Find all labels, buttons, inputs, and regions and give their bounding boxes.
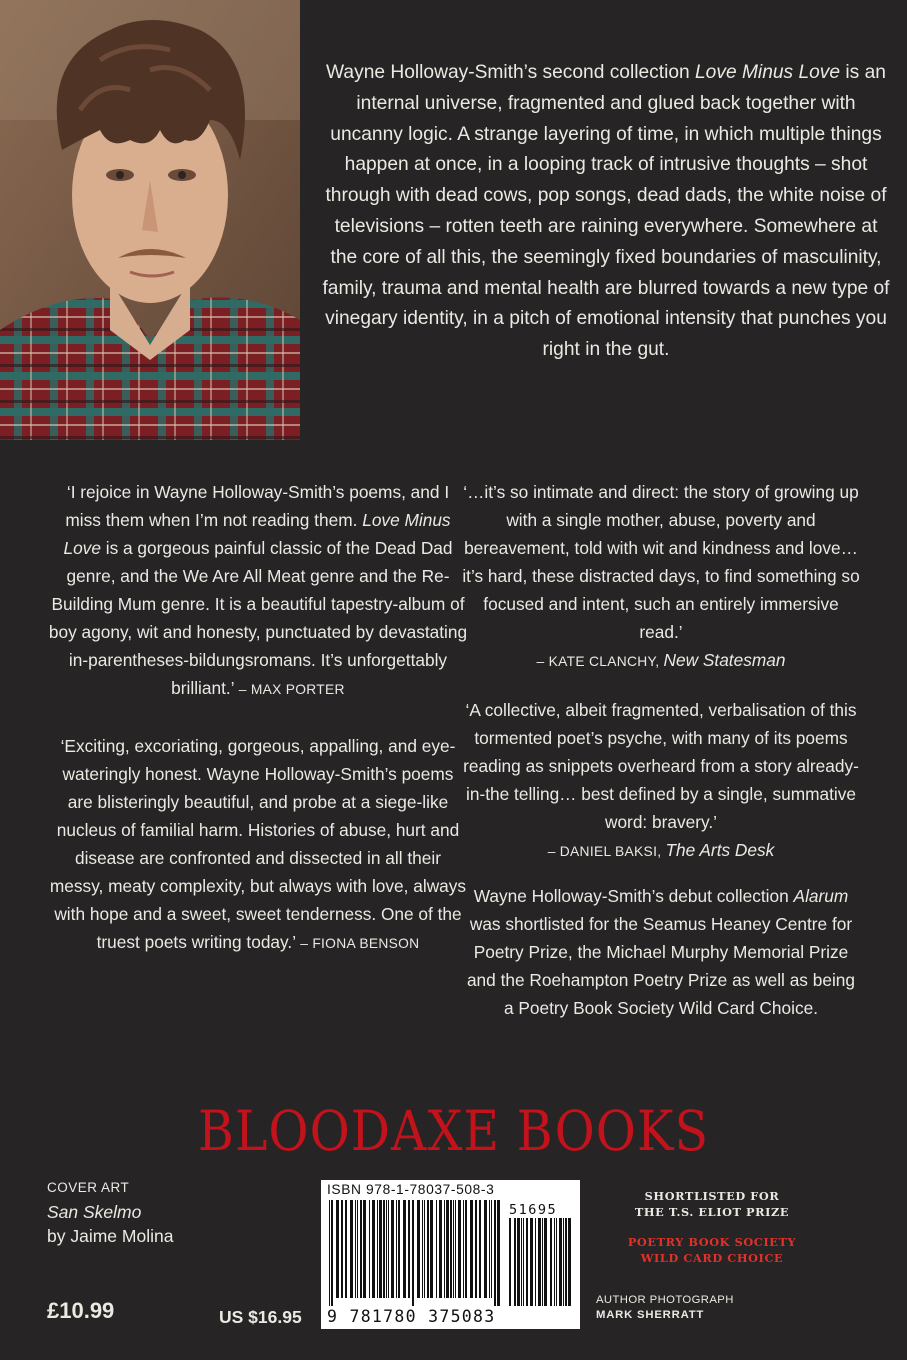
barcode-addon-bar [568, 1218, 571, 1306]
barcode-bar [424, 1200, 425, 1298]
barcode-bar [412, 1200, 414, 1306]
price-uk: £10.99 [47, 1298, 115, 1323]
photo-credit-name: MARK SHERRATT [596, 1309, 705, 1321]
barcode-bar [396, 1200, 397, 1298]
cover-art-label: COVER ART [47, 1180, 130, 1195]
barcode-bar [430, 1200, 433, 1298]
barcode-bar [379, 1200, 382, 1298]
barcode-bar [497, 1200, 500, 1306]
barcode-addon-bar [550, 1218, 552, 1306]
price-us: US $16.95 [219, 1307, 302, 1327]
isbn-number: ISBN 978-1-78037-508-3 [327, 1182, 495, 1197]
barcode-bar [475, 1200, 477, 1298]
barcode-bar [444, 1200, 445, 1298]
quote-daniel-baksi: ‘A collective, albeit fragmented, verbalisation of this tormented poet’s psyche, with many of its poems reading as snippets overheard from a story already-in-the telling… best defined by a single, summative word: bravery.’ – DANIEL BAKSI, The Arts Desk [460, 696, 862, 866]
quote-max-porter: ‘I rejoice in Wayne Holloway-Smith’s poems, and I miss them when I’m not reading them. Love Minus Love is a gorgeous painful classic of the Dead Dad genre, and the We Are All Meat genre and the Re-Building Mum genre. It is a beautiful tapestry-album of boy agony, wit and honesty, punctuated by devastating in-parentheses-bildungsromans. It’s unforgettably brilliant.’ – MAX PORTER [48, 482, 468, 698]
quote-fiona-benson: ‘Exciting, excoriating, gorgeous, appalling, and eye-wateringly honest. Wayne Holloway-Smith’s poems are blisteringly beautiful, and probe at a siege-like nucleus of familial harm. Histories of abuse, hurt and disease are confronted and dissected in all their messy, meaty complexity, but always with love, always with hope and a sweet, sweet tenderness. One of the truest poets writing today.’ – FIONA BENSON [49, 736, 467, 952]
blurb-text-pre: Wayne Holloway-Smith’s second collection [326, 62, 696, 83]
barcode-bar [427, 1200, 429, 1298]
barcode-addon-bar [544, 1218, 547, 1306]
barcode-bar [377, 1200, 378, 1298]
barcode-addon-bar [526, 1218, 528, 1306]
barcode-bar [341, 1200, 343, 1298]
cover-art-title: San Skelmo [47, 1202, 142, 1222]
barcode-addon-bar [535, 1218, 536, 1306]
barcode-bar [463, 1200, 464, 1298]
barcode-bar [453, 1200, 454, 1298]
award-ts-eliot: SHORTLISTED FOR THE T.S. ELIOT PRIZE [634, 1189, 790, 1219]
blurb-book-title: Love Minus Love [695, 62, 841, 83]
barcode-bar [450, 1200, 452, 1298]
barcode-price-code: 51695 [509, 1202, 558, 1218]
barcode-bar [455, 1200, 456, 1298]
cover-art-credit [47, 1176, 173, 1248]
barcode-bar [446, 1200, 449, 1298]
barcode-bar [386, 1200, 387, 1298]
blurb-text-post: is an internal universe, fragmented and glued back together with uncanny logic. A strange layering of time, in which multiple things happen at once, in a looping track of intrusive thoughts – shot through with dead cows, pop songs, dead dads, the white noise of televisions – rotten teeth are raining everywhere. Somewhere at the core of all this, the seemingly fixed boundaries of masculinity, family, trauma and mental health are blurred towards a new type of vinegary identity, in a pitch of emotional intensity that punches you right in the gut. [322, 62, 890, 361]
barcode-bar [439, 1200, 442, 1298]
quote-attribution: – FIONA BENSON [300, 936, 420, 951]
barcode-addon-bar [538, 1218, 541, 1306]
barcode-addon-bar [509, 1218, 511, 1306]
barcode-bar [345, 1200, 347, 1298]
barcode-bar [388, 1200, 389, 1298]
barcode-bar [360, 1200, 362, 1298]
barcode-bar [489, 1200, 490, 1298]
barcode-digits: 9 781780 375083 [327, 1307, 496, 1326]
barcode-bar [350, 1200, 353, 1298]
barcode-bar [357, 1200, 358, 1298]
quotes-right-column [460, 478, 862, 1022]
barcode-bar [398, 1200, 400, 1298]
barcode-bar [363, 1200, 366, 1298]
barcode-bar [408, 1200, 410, 1298]
cover-art-artist: by Jaime Molina [47, 1226, 174, 1246]
book-blurb [322, 58, 890, 366]
award-pbs-wild-card: POETRY BOOK SOCIETY WILD CARD CHOICE [627, 1235, 797, 1265]
barcode-bar [391, 1200, 394, 1298]
barcode-bar [417, 1200, 420, 1298]
barcode-bar [383, 1200, 385, 1298]
debut-collection-note: Wayne Holloway-Smith’s debut collection Alarum was shortlisted for the Seamus Heaney Centre for Poetry Prize, the Michael Murphy Memorial Prize and the Roehampton Poetry Prize as well as being a Poetry Book Society Wild Card Choice. [466, 886, 856, 1018]
barcode-bar [491, 1200, 492, 1298]
barcode-bar [355, 1200, 356, 1298]
barcode-bar [470, 1200, 473, 1298]
barcode-addon-bar [521, 1218, 522, 1306]
barcode-addon-bar [556, 1218, 557, 1306]
barcode-bar [331, 1200, 333, 1306]
barcode-bar [484, 1200, 487, 1298]
barcode-addon-bar [565, 1218, 567, 1306]
photo-credit-label: AUTHOR PHOTOGRAPH [596, 1294, 734, 1306]
barcode-bar [422, 1200, 423, 1298]
author-photo-credit [596, 1293, 734, 1323]
barcode-bar [479, 1200, 481, 1298]
quotes-left-column [48, 478, 468, 958]
quote-attribution: – MAX PORTER [238, 682, 345, 697]
barcode-bar [465, 1200, 467, 1298]
barcode-bar [336, 1200, 339, 1298]
barcode-bar [369, 1200, 370, 1298]
awards-block [597, 1188, 827, 1266]
publisher-logo: BLOODAXE BOOKS [197, 1099, 710, 1164]
barcode-addon-bar [530, 1218, 533, 1306]
barcode-addon-bar [514, 1218, 516, 1306]
barcode-addon-bar [542, 1218, 543, 1306]
quote-attribution: – KATE CLANCHY, New Statesman [536, 650, 786, 670]
quote-kate-clanchy: ‘…it’s so intimate and direct: the story of growing up with a single mother, abuse, poverty and bereavement, told with wit and kindness and love…it’s hard, these distracted days, to find something so focused and intent, such an entirely immersive read.’ – KATE CLANCHY, New Statesman [460, 478, 862, 676]
barcode-addon-bar [563, 1218, 564, 1306]
barcode-bars [327, 1200, 574, 1308]
barcode-bar [372, 1200, 375, 1298]
barcode-bar [403, 1200, 406, 1298]
isbn-barcode [321, 1180, 580, 1329]
barcode-bar [436, 1200, 437, 1298]
barcode-addon-bar [554, 1218, 555, 1306]
barcode-addon-bar [559, 1218, 562, 1306]
barcode-addon-bar [523, 1218, 524, 1306]
barcode-addon-bar [517, 1218, 520, 1306]
barcode-bar [494, 1200, 496, 1306]
barcode-bar [458, 1200, 461, 1298]
author-photo [0, 0, 300, 440]
barcode-bar [329, 1200, 330, 1306]
quote-attribution: – DANIEL BAKSI, The Arts Desk [547, 840, 775, 860]
